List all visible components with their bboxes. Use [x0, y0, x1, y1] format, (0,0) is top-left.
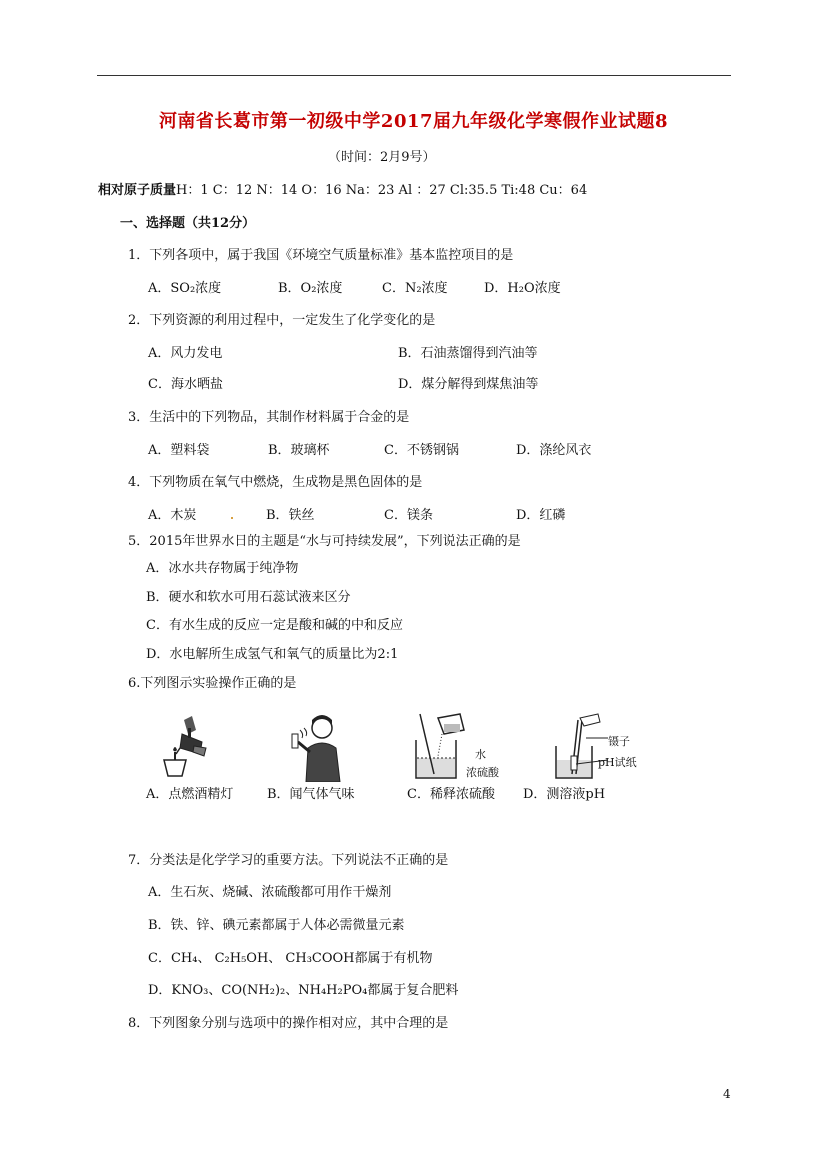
header-rule	[97, 75, 731, 76]
q3-option-a: A．塑料袋	[148, 443, 210, 458]
q6-option-c: C．稀释浓硫酸	[407, 787, 495, 802]
q7-option-a: A．生石灰、烧碱、浓硫酸都可用作干燥剂	[148, 885, 392, 900]
q3-option-b: B．玻璃杯	[268, 443, 330, 458]
q6-stem: 6.下列图示实验操作正确的是	[128, 676, 297, 691]
q3-option-c: C．不锈钢锅	[384, 443, 459, 458]
q5-option-b: B．硬水和软水可用石蕊试液来区分	[146, 590, 351, 605]
q6-option-a: A．点燃酒精灯	[146, 787, 234, 802]
q7-stem: 7．分类法是化学学习的重要方法。下列说法不正确的是	[128, 853, 449, 868]
q4-option-a: A．木炭	[148, 508, 197, 523]
alcohol-lamp-illustration	[160, 712, 210, 782]
q1-stem: 1．下列各项中，属于我国《环境空气质量标准》基本监控项目的是	[128, 248, 514, 263]
q7-option-c: C．CH₄、 C₂H₅OH、 CH₃COOH都属于有机物	[148, 951, 433, 966]
section-title: 一、选择题（共12分）	[120, 216, 256, 231]
label-water: 水	[475, 748, 486, 761]
page-number: 4	[723, 1087, 731, 1101]
q4-option-b: B．铁丝	[266, 508, 315, 523]
q4-option-c: C．镁条	[384, 508, 433, 523]
q2-option-b: B．石油蒸馏得到汽油等	[398, 346, 538, 361]
q4-option-d: D．红磷	[516, 508, 566, 523]
smelling-gas-illustration	[288, 712, 348, 782]
q2-option-d: D．煤分解得到煤焦油等	[398, 377, 539, 392]
q3-stem: 3．生活中的下列物品，其制作材料属于合金的是	[128, 410, 410, 425]
q4-stem: 4．下列物质在氧气中燃烧，生成物是黑色固体的是	[128, 475, 423, 490]
q2-option-a: A．风力发电	[148, 346, 223, 361]
atomic-mass-label: 相对原子质量	[98, 183, 177, 198]
q3-option-d: D．涤纶风衣	[516, 443, 592, 458]
diluting-acid-illustration	[408, 712, 468, 782]
q7-option-b: B．铁、锌、碘元素都属于人体必需微量元素	[148, 918, 405, 933]
q5-option-d: D．水电解所生成氢气和氧气的质量比为2:1	[146, 647, 399, 662]
speck-mark	[231, 517, 233, 519]
q5-option-a: A．冰水共存物属于纯净物	[146, 561, 299, 576]
atomic-mass-line	[98, 183, 587, 199]
q2-option-c: C．海水晒盐	[148, 377, 223, 392]
q1-option-a: A．SO₂浓度	[148, 281, 222, 296]
q1-option-c: C．N₂浓度	[382, 281, 448, 296]
time-note: （时间：2月9号）	[328, 150, 436, 165]
q6-option-d: D．测溶液pH	[523, 787, 606, 802]
atomic-mass-values: H：1 C：12 N：14 O：16 Na：23 Al ：27 Cl:35.5 Ti:48 Cu：64	[176, 183, 588, 198]
q5-stem: 5．2015年世界水日的主题是“水与可持续发展”，下列说法正确的是	[128, 534, 521, 549]
q7-option-d: D．KNO₃、CO(NH₂)₂、NH₄H₂PO₄都属于复合肥料	[148, 983, 459, 998]
ph-test-illustration	[550, 712, 610, 782]
label-ph-paper: pH试纸	[598, 756, 637, 769]
q5-option-c: C．有水生成的反应一定是酸和碱的中和反应	[146, 618, 403, 633]
q6-option-b: B．闻气体气味	[267, 787, 355, 802]
q2-stem: 2．下列资源的利用过程中，一定发生了化学变化的是	[128, 313, 436, 328]
label-conc-acid: 浓硫酸	[466, 766, 499, 779]
q1-option-b: B．O₂浓度	[278, 281, 343, 296]
label-tweezers: 镊子	[608, 735, 630, 748]
q8-stem: 8．下列图象分别与选项中的操作相对应，其中合理的是	[128, 1016, 449, 1031]
document-title: 河南省长葛市第一初级中学2017届九年级化学寒假作业试题8	[158, 111, 669, 132]
q1-option-d: D．H₂O浓度	[484, 281, 561, 296]
